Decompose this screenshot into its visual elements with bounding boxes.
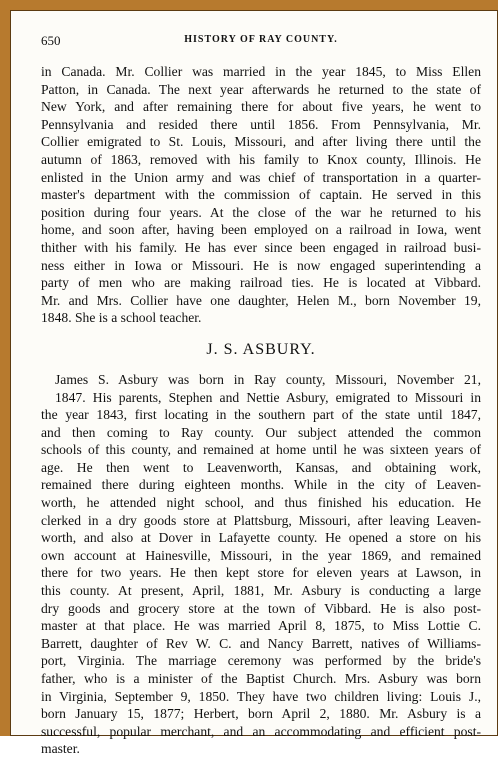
text-line: there for two years. He then kept store for eleven years at Lawson, in (41, 565, 481, 581)
text-line: Mr. and Mrs. Collier have one daughter, Helen M., born November 19, (41, 292, 481, 308)
text-line: schools of this county, and remained at home until he was sixteen years of (41, 442, 481, 458)
text-line: Patton, in Canada. The next year afterwards he returned to the state of (41, 81, 481, 97)
text-line: James S. Asbury was born in Ray county, Missouri, November 21, (55, 371, 481, 387)
text-line: position during four years. At the close of the war he returned to his (41, 204, 481, 220)
text-line: worth, he attended night school, and thus finished his education. He (41, 495, 481, 511)
text-line: age. He then went to Leavenworth, Kansas, and obtaining work, (41, 459, 481, 475)
text-line: master's department with the commission of captain. He served in this (41, 187, 481, 203)
text-line: successful, popular merchant, and an accommodating and efficient post- (41, 723, 481, 739)
text-line: this county. At present, April, 1881, Mr. Asbury is conducting a large (41, 583, 481, 599)
text-line: remained there during eighteen months. While in the city of Leaven- (41, 477, 481, 493)
text-line: worth, and also at Dover in Lafayette county. He opened a store on his (41, 530, 481, 546)
text-line: clerked in a dry goods store at Plattsburg, Missouri, after leaving Leaven- (41, 512, 481, 528)
text-line: port, Virginia. The marriage ceremony was performed by the bride's (41, 653, 481, 669)
text-line: autumn of 1863, removed with his family to Knox county, Illinois. He (41, 151, 481, 167)
text-line: master. (41, 741, 80, 757)
asbury-paragraph (41, 371, 481, 758)
text-line: father, who is a minister of the Baptist Church. Mrs. Asbury was born (41, 671, 481, 686)
text-line: party of men who are making railroad ties. He is located at Vibbard. (41, 275, 481, 291)
text-line: home, and soon after, having been employed on a railroad in Iowa, went (41, 222, 481, 238)
text-line: 1847. His parents, Stephen and Nettie Asbury, emigrated to Missouri in (55, 389, 481, 405)
section-heading: J. S. ASBURY. (206, 340, 316, 358)
collier-paragraph (41, 63, 481, 327)
document-page (41, 33, 481, 758)
page-number: 650 (41, 33, 61, 48)
text-line: thither with his family. He has ever since been engaged in railroad busi- (41, 239, 481, 255)
text-line: dry goods and grocery store at the town of Vibbard. He is also post- (41, 600, 481, 616)
text-line: own account at Hainesville, Missouri, in the year 1869, and remained (41, 547, 481, 563)
text-line: Pennsylvania and resided there until 1856. From Pennsylvania, Mr. (41, 116, 481, 132)
text-line: and then coming to Ray county. Our subject attended the common (41, 424, 481, 440)
page-header (41, 33, 481, 51)
text-line: ness either in Iowa or Missouri. He is now engaged superintending a (41, 257, 481, 273)
page-sheet (10, 10, 498, 757)
text-line: the year 1843, first locating in the southern part of the state until 1847, (41, 407, 481, 423)
text-line: New York, and after remaining there for about five years, he went to (41, 99, 481, 115)
running-head: HISTORY OF RAY COUNTY. (184, 34, 338, 45)
text-line: in Virginia, September 9, 1850. They have two children living: Louis J., (41, 688, 481, 704)
text-line: born January 15, 1877; Herbert, born April 2, 1880. Mr. Asbury is a (41, 706, 481, 722)
text-line: Barrett, daughter of Rev W. C. and Nancy Barrett, natives of Williams- (41, 635, 481, 651)
text-line: in Canada. Mr. Collier was married in the year 1845, to Miss Ellen (41, 64, 481, 79)
text-line: enlisted in the Union army and was chief of transportation in a quarter- (41, 169, 481, 185)
text-line: master at that place. He was married April 8, 1875, to Miss Lottie C. (41, 618, 481, 634)
text-line: Collier emigrated to St. Louis, Missouri, and after living there until the (41, 134, 481, 150)
text-line: 1848. She is a school teacher. (41, 310, 202, 326)
